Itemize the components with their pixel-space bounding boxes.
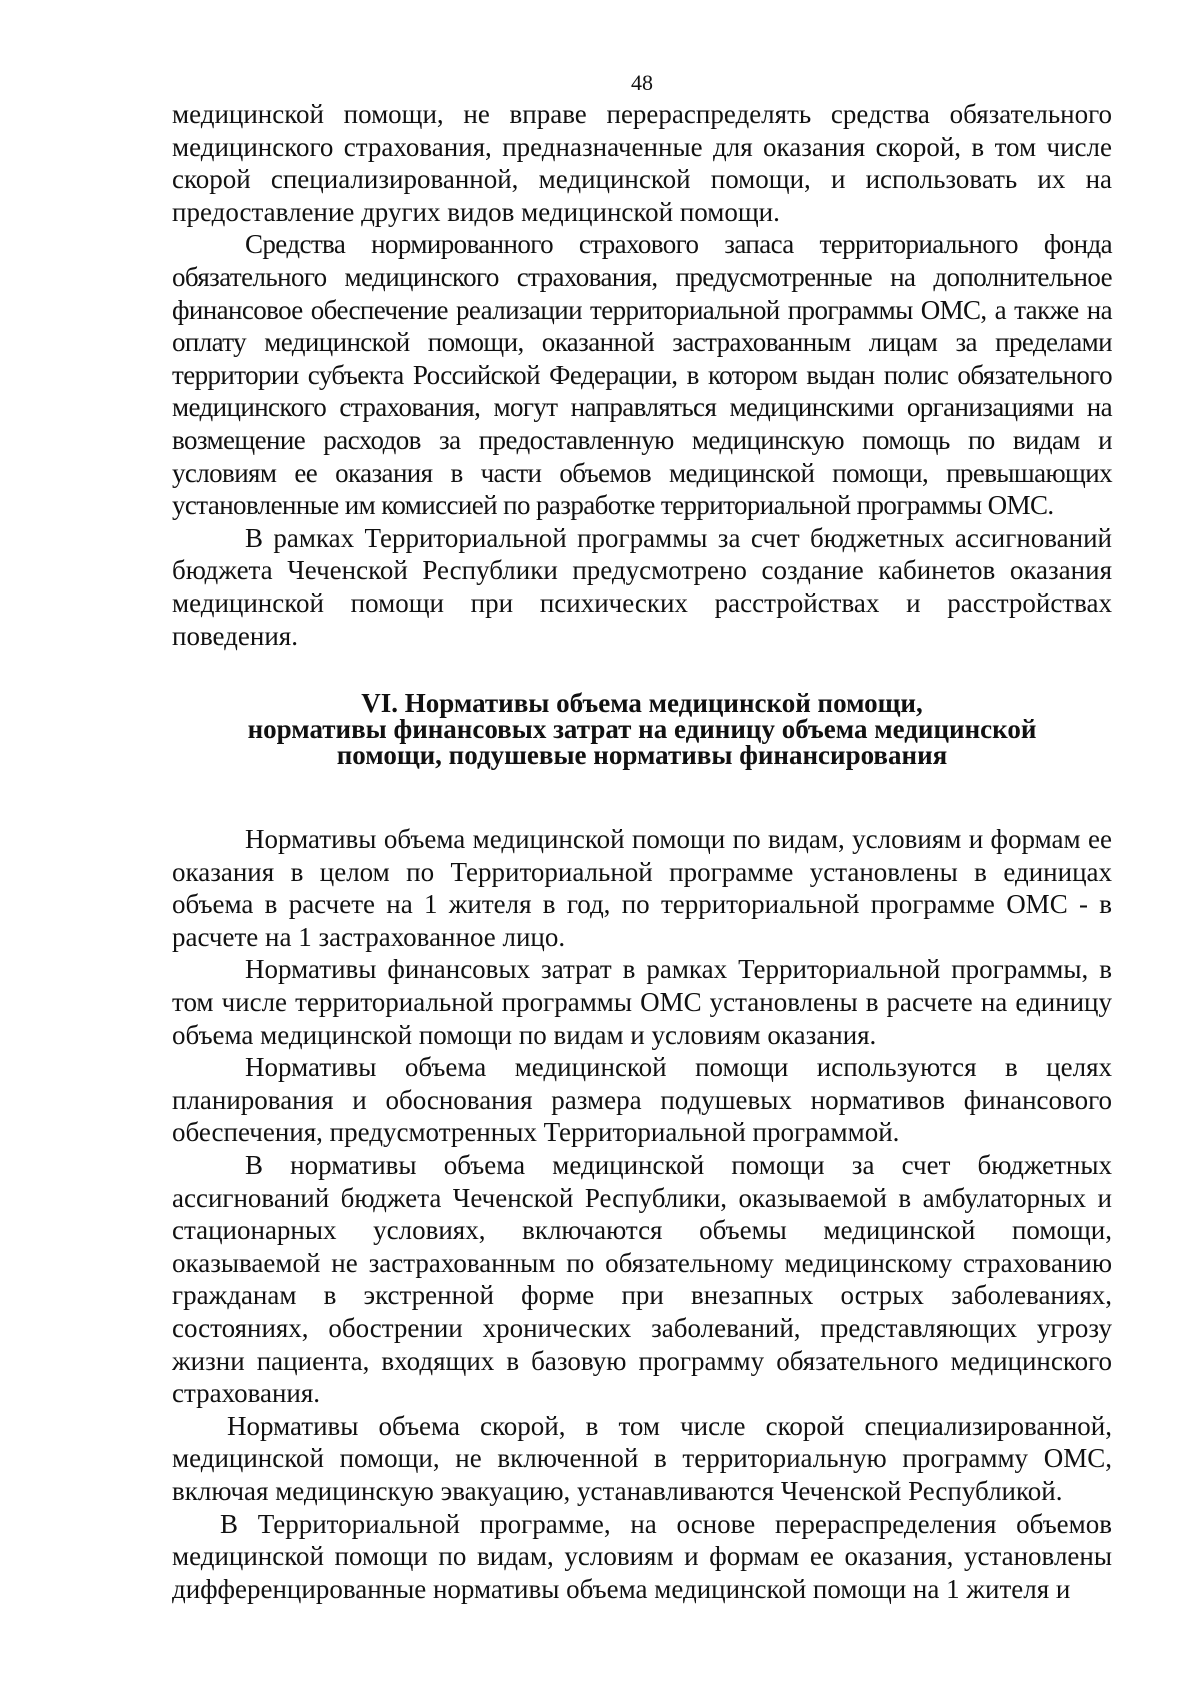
paragraph-planning: Нормативы объема медицинской помощи используются в целях планирования и обоснования размера подушевых нормативов финансового обеспечения, предусмотренных Территориальной программой. [172, 1052, 1112, 1148]
section-heading-line-1: VI. Нормативы объема медицинской помощи, [361, 688, 923, 719]
paragraph-reserve-fund: Средства нормированного страхового запаса территориального фонда обязательного медицинского страхования, предусмотренные на дополнительное финансовое обеспечение реализации территориальной программы ОМС, а также на оплату медицинской помощи, оказанной застрахованным лицам за пределами территории субъекта Российской Федерации, в котором выдан полис обязательного медицинского страхования, могут направляться медицинскими организациями на возмещение расходов за предоставленную медицинскую помощь по видам и условиям ее оказания в части объемов медицинской помощи, превышающих установленные им комиссией по разработке территориальной программы ОМС. [172, 229, 1112, 521]
paragraph-uninsured-care: В нормативы объема медицинской помощи за счет бюджетных ассигнований бюджета Чеченской Республики, оказываемой в амбулаторных и стационарных условиях, включаются объемы медицинской помощи, оказываемой не застрахованным по обязательному медицинскому страхованию гражданам в экстренной форме при внезапных острых заболеваниях, состояниях, обострении хронических заболеваний, представляющих угрозу жизни пациента, входящих в базовую программу обязательного медицинского страхования. [172, 1150, 1112, 1409]
section-heading [172, 688, 1112, 771]
paragraph-continuation: медицинской помощи, не вправе перераспределять средства обязательного медицинского страхования, предназначенные для оказания скорой, в том числе скорой специализированной, медицинской помощи, и использовать их на предоставление других видов медицинской помощи. [172, 99, 1112, 227]
paragraph-volume-norms: Нормативы объема медицинской помощи по видам, условиям и формам ее оказания в целом по Территориальной программе установлены в единицах объема в расчете на 1 жителя в год, по территориальной программе ОМС - в расчете на 1 застрахованное лицо. [172, 824, 1112, 952]
document-page [172, 68, 1112, 1605]
paragraph-ambulance: Нормативы объема скорой, в том числе скорой специализированной, медицинской помощи, не включенной в территориальную программу ОМС, включая медицинскую эвакуацию, устанавливаются Чеченской Республикой. [172, 1410, 1112, 1506]
paragraph-redistribution: В Территориальной программе, на основе перераспределения объемов медицинской помощи по видам, условиям и формам ее оказания, установлены дифференцированные нормативы объема медицинской помощи на 1 жителя и [172, 1508, 1112, 1604]
paragraph-cost-norms: Нормативы финансовых затрат в рамках Территориальной программы, в том числе территориальной программы ОМС установлены в расчете на единицу объема медицинской помощи по видам и условиям оказания. [172, 954, 1112, 1050]
section-heading-line-3: помощи, подушевые нормативы финансирования [336, 740, 948, 771]
page-number: 48 [631, 70, 653, 95]
section-heading-line-2: нормативы финансовых затрат на единицу объема медицинской [247, 714, 1037, 745]
paragraph-psychiatric-offices: В рамках Территориальной программы за счет бюджетных ассигнований бюджета Чеченской Республики предусмотрено создание кабинетов оказания медицинской помощи при психических расстройствах и расстройствах поведения. [172, 522, 1112, 651]
